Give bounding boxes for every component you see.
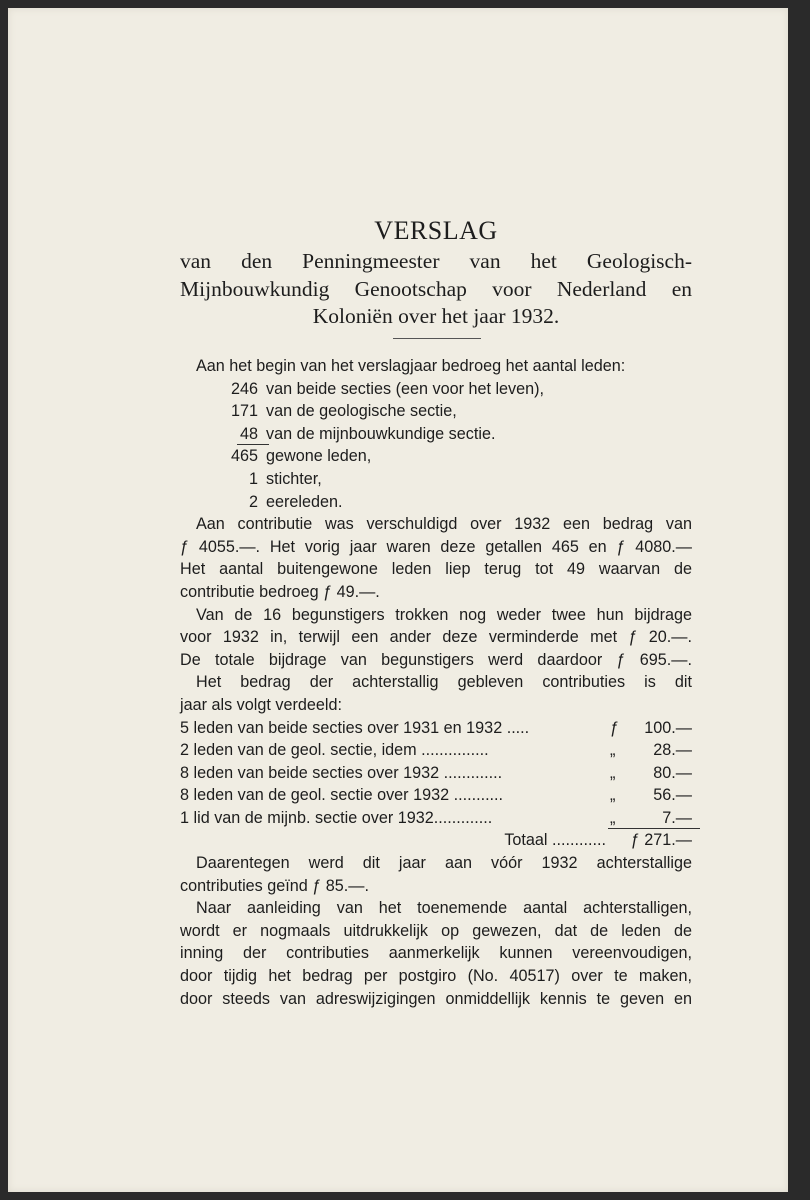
- paragraph-line: Van de 16 begunstigers trokken nog weder twee hun bijdrage: [196, 605, 692, 624]
- member-description: van de geologische sectie,: [266, 402, 457, 421]
- currency-mark: „: [610, 808, 616, 827]
- member-count: 465: [230, 447, 258, 466]
- arrears-description: 8 leden van beide secties over 1932 .............: [180, 763, 503, 782]
- report-body: [180, 355, 692, 1010]
- members-intro: Aan het begin van het verslagjaar bedroeg het aantal leden:: [196, 357, 626, 375]
- arrears-amount: 28.—: [653, 741, 692, 760]
- report-title: VERSLAG: [374, 216, 498, 245]
- book-spine-edge: [788, 8, 810, 1192]
- arrears-row: [180, 807, 692, 830]
- paragraph-line: door tijdig het bedrag per postgiro (No. 40517) over te maken,: [180, 967, 692, 986]
- member-row: [180, 400, 692, 423]
- paragraph-line: Het bedrag der achterstallig gebleven contributies is dit: [196, 673, 692, 692]
- arrears-row: [180, 762, 692, 785]
- member-description: gewone leden,: [266, 447, 372, 466]
- paragraph-line: ƒ 4055.—. Het vorig jaar waren deze getallen 465 en ƒ 4080.—: [180, 537, 692, 556]
- arrears-row: [180, 784, 692, 807]
- arrears-row: [180, 717, 692, 740]
- paragraph-line: jaar als volgt verdeeld:: [180, 695, 342, 714]
- arrears-amount: 7.—: [662, 808, 692, 827]
- total-label: Totaal ............: [504, 831, 606, 850]
- book-page: [8, 8, 788, 1192]
- arrears-description: 1 lid van de mijnb. sectie over 1932.............: [180, 808, 493, 827]
- paragraph-line: Aan contributie was verschuldigd over 1932 een bedrag van: [196, 515, 692, 534]
- title-divider: [393, 338, 481, 339]
- member-count: 2: [248, 492, 258, 511]
- total-amount: ƒ 271.—: [630, 831, 692, 850]
- paragraph-line: Het aantal buitengewone leden liep terug tot 49 waarvan de: [180, 560, 692, 579]
- member-description: eereleden.: [266, 492, 343, 511]
- member-count: 246: [230, 379, 258, 398]
- arrears-description: 2 leden van de geol. sectie, idem ...............: [180, 741, 489, 760]
- member-count: 48: [239, 424, 258, 443]
- member-count: 171: [230, 402, 258, 421]
- currency-mark: „: [610, 786, 616, 805]
- currency-mark: ƒ: [610, 718, 620, 737]
- arrears-description: 5 leden van beide secties over 1931 en 1932 .....: [180, 718, 530, 737]
- arrears-amount: 56.—: [653, 786, 692, 805]
- paragraph-line: door steeds van adreswijzigingen onmiddellijk kennis te geven en: [180, 989, 692, 1008]
- currency-mark: „: [610, 763, 616, 782]
- member-description: van de mijnbouwkundige sectie.: [266, 424, 496, 443]
- member-row: [180, 491, 692, 514]
- report-subtitle: van den Penningmeester van het Geologisch-Mijnbouwkundig Genootschap voor Nederland en Koloniën over het jaar 1932.: [180, 249, 692, 328]
- arrears-row: [180, 739, 692, 762]
- total-row: [180, 829, 692, 852]
- paragraph-line: voor 1932 in, terwijl een ander deze verminderde met ƒ 20.—.: [180, 628, 692, 647]
- member-row: [180, 468, 692, 491]
- paragraph-line: De totale bijdrage van begunstigers werd daardoor ƒ 695.—.: [180, 650, 692, 669]
- arrears-description: 8 leden van de geol. sectie over 1932 ...........: [180, 786, 504, 805]
- member-row: [180, 445, 692, 468]
- member-description: van beide secties (een voor het leven),: [266, 379, 545, 398]
- paragraph-line: Daarentegen werd dit jaar aan vóór 1932 achterstallige: [196, 854, 692, 873]
- currency-mark: „: [610, 741, 616, 760]
- member-description: stichter,: [266, 469, 322, 488]
- member-row: [180, 378, 692, 401]
- paragraph-line: contributie bedroeg ƒ 49.—.: [180, 582, 380, 601]
- paragraph-line: wordt er nogmaals uitdrukkelijk op gewezen, dat de leden de: [180, 921, 692, 940]
- arrears-amount: 100.—: [644, 718, 692, 737]
- arrears-amount: 80.—: [653, 763, 692, 782]
- paragraph-line: contributies geïnd ƒ 85.—.: [180, 876, 369, 895]
- member-row: [180, 423, 692, 446]
- paragraph-line: inning der contributies aanmerkelijk kunnen vereenvoudigen,: [180, 944, 692, 963]
- paragraph-line: Naar aanleiding van het toenemende aantal achterstalligen,: [196, 899, 692, 918]
- member-count: 1: [248, 469, 258, 488]
